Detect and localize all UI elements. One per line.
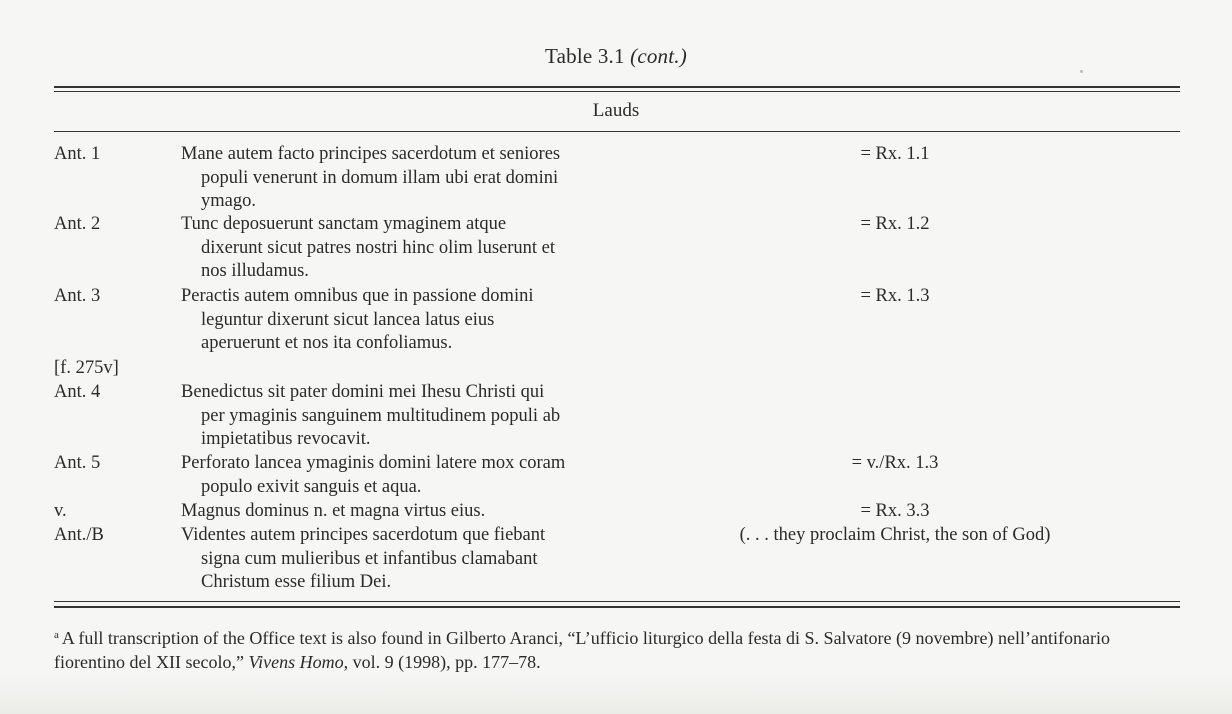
paper-speck xyxy=(1080,70,1083,73)
row-text-line: Magnus dominus n. et magna virtus eius. xyxy=(181,501,486,521)
row-text-line: populo exivit sanguis et aqua. xyxy=(201,476,422,497)
row-text xyxy=(181,213,611,284)
row-reference: = v./Rx. 1.3 xyxy=(851,453,939,473)
footnote-text-after: , vol. 9 (1998), pp. 177–78. xyxy=(343,652,541,672)
footnote-marker: a xyxy=(54,629,59,641)
row-text-line: Benedictus sit pater domini mei Ihesu Christi qui xyxy=(181,382,545,402)
row-text-line: Tunc deposuerunt sanctam ymaginem atque xyxy=(181,214,507,234)
row-text xyxy=(181,285,611,356)
row-text-line: per ymaginis sanguinem multitudinem populi ab xyxy=(201,405,561,426)
row-text-line: Mane autem facto principes sacerdotum et seniores xyxy=(181,144,561,164)
row-reference: = Rx. 1.3 xyxy=(860,286,930,306)
row-text-line: Perforato lancea ymaginis domini latere mox coram xyxy=(181,453,566,473)
row-text-line: signa cum mulieribus et infantibus clamabant xyxy=(201,548,538,569)
table-title xyxy=(0,44,1232,69)
row-text xyxy=(181,143,611,214)
row-text-line: Videntes autem principes sacerdotum que fiebant xyxy=(181,525,546,545)
row-label: Ant. 1 xyxy=(54,144,101,164)
row-reference: = Rx. 3.3 xyxy=(860,501,930,521)
row-text-line: Christum esse filium Dei. xyxy=(201,572,392,592)
row-text-line: leguntur dixerunt sicut lancea latus eius xyxy=(201,309,495,330)
table-title-cont: (cont.) xyxy=(630,44,687,68)
row-text xyxy=(181,524,611,595)
section-heading-lauds: Lauds xyxy=(592,100,640,121)
row-label: Ant. 3 xyxy=(54,286,101,306)
row-label: v. xyxy=(54,501,67,521)
row-text xyxy=(181,500,611,524)
page-edge-shadow xyxy=(0,672,1232,714)
row-text-line: nos illudamus. xyxy=(201,261,309,281)
section-rule xyxy=(54,131,1180,132)
top-rule-upper xyxy=(54,86,1180,88)
row-label: Ant. 2 xyxy=(54,214,101,234)
row-text-line: impietatibus revocavit. xyxy=(201,429,371,449)
row-text-line: populi venerunt in domum illam ubi erat domini xyxy=(201,167,559,188)
bottom-rule-upper xyxy=(54,601,1180,602)
row-text-line: Peractis autem omnibus que in passione domini xyxy=(181,286,534,306)
row-text xyxy=(181,452,611,499)
footnote xyxy=(54,623,1184,674)
footnote-text-before: A full transcription of the Office text is also found in Gilberto Aranci, “L’ufficio liturgico della festa di S. Salvatore (9 novembre) nell’antifonario fiorentino del XII secolo,” xyxy=(54,628,1110,672)
footnote-journal: Vivens Homo xyxy=(248,652,344,672)
row-label: Ant. 4 xyxy=(54,382,101,402)
row-text-line: aperuerunt et nos ita confoliamus. xyxy=(201,333,453,353)
row-reference: = Rx. 1.2 xyxy=(860,214,930,234)
row-reference: = Rx. 1.1 xyxy=(860,144,930,164)
row-text xyxy=(181,381,611,452)
row-text-line: ymago. xyxy=(201,191,256,211)
top-rule-lower xyxy=(54,91,1180,92)
row-reference: (. . . they proclaim Christ, the son of God) xyxy=(739,525,1051,545)
table-title-main: Table 3.1 xyxy=(545,44,625,68)
row-label: Ant./B xyxy=(54,525,104,545)
row-label: Ant. 5 xyxy=(54,453,101,473)
row-text-line: dixerunt sicut patres nostri hinc olim luserunt et xyxy=(201,237,556,258)
row-label: [f. 275v] xyxy=(54,358,119,378)
bottom-rule-lower xyxy=(54,606,1180,608)
